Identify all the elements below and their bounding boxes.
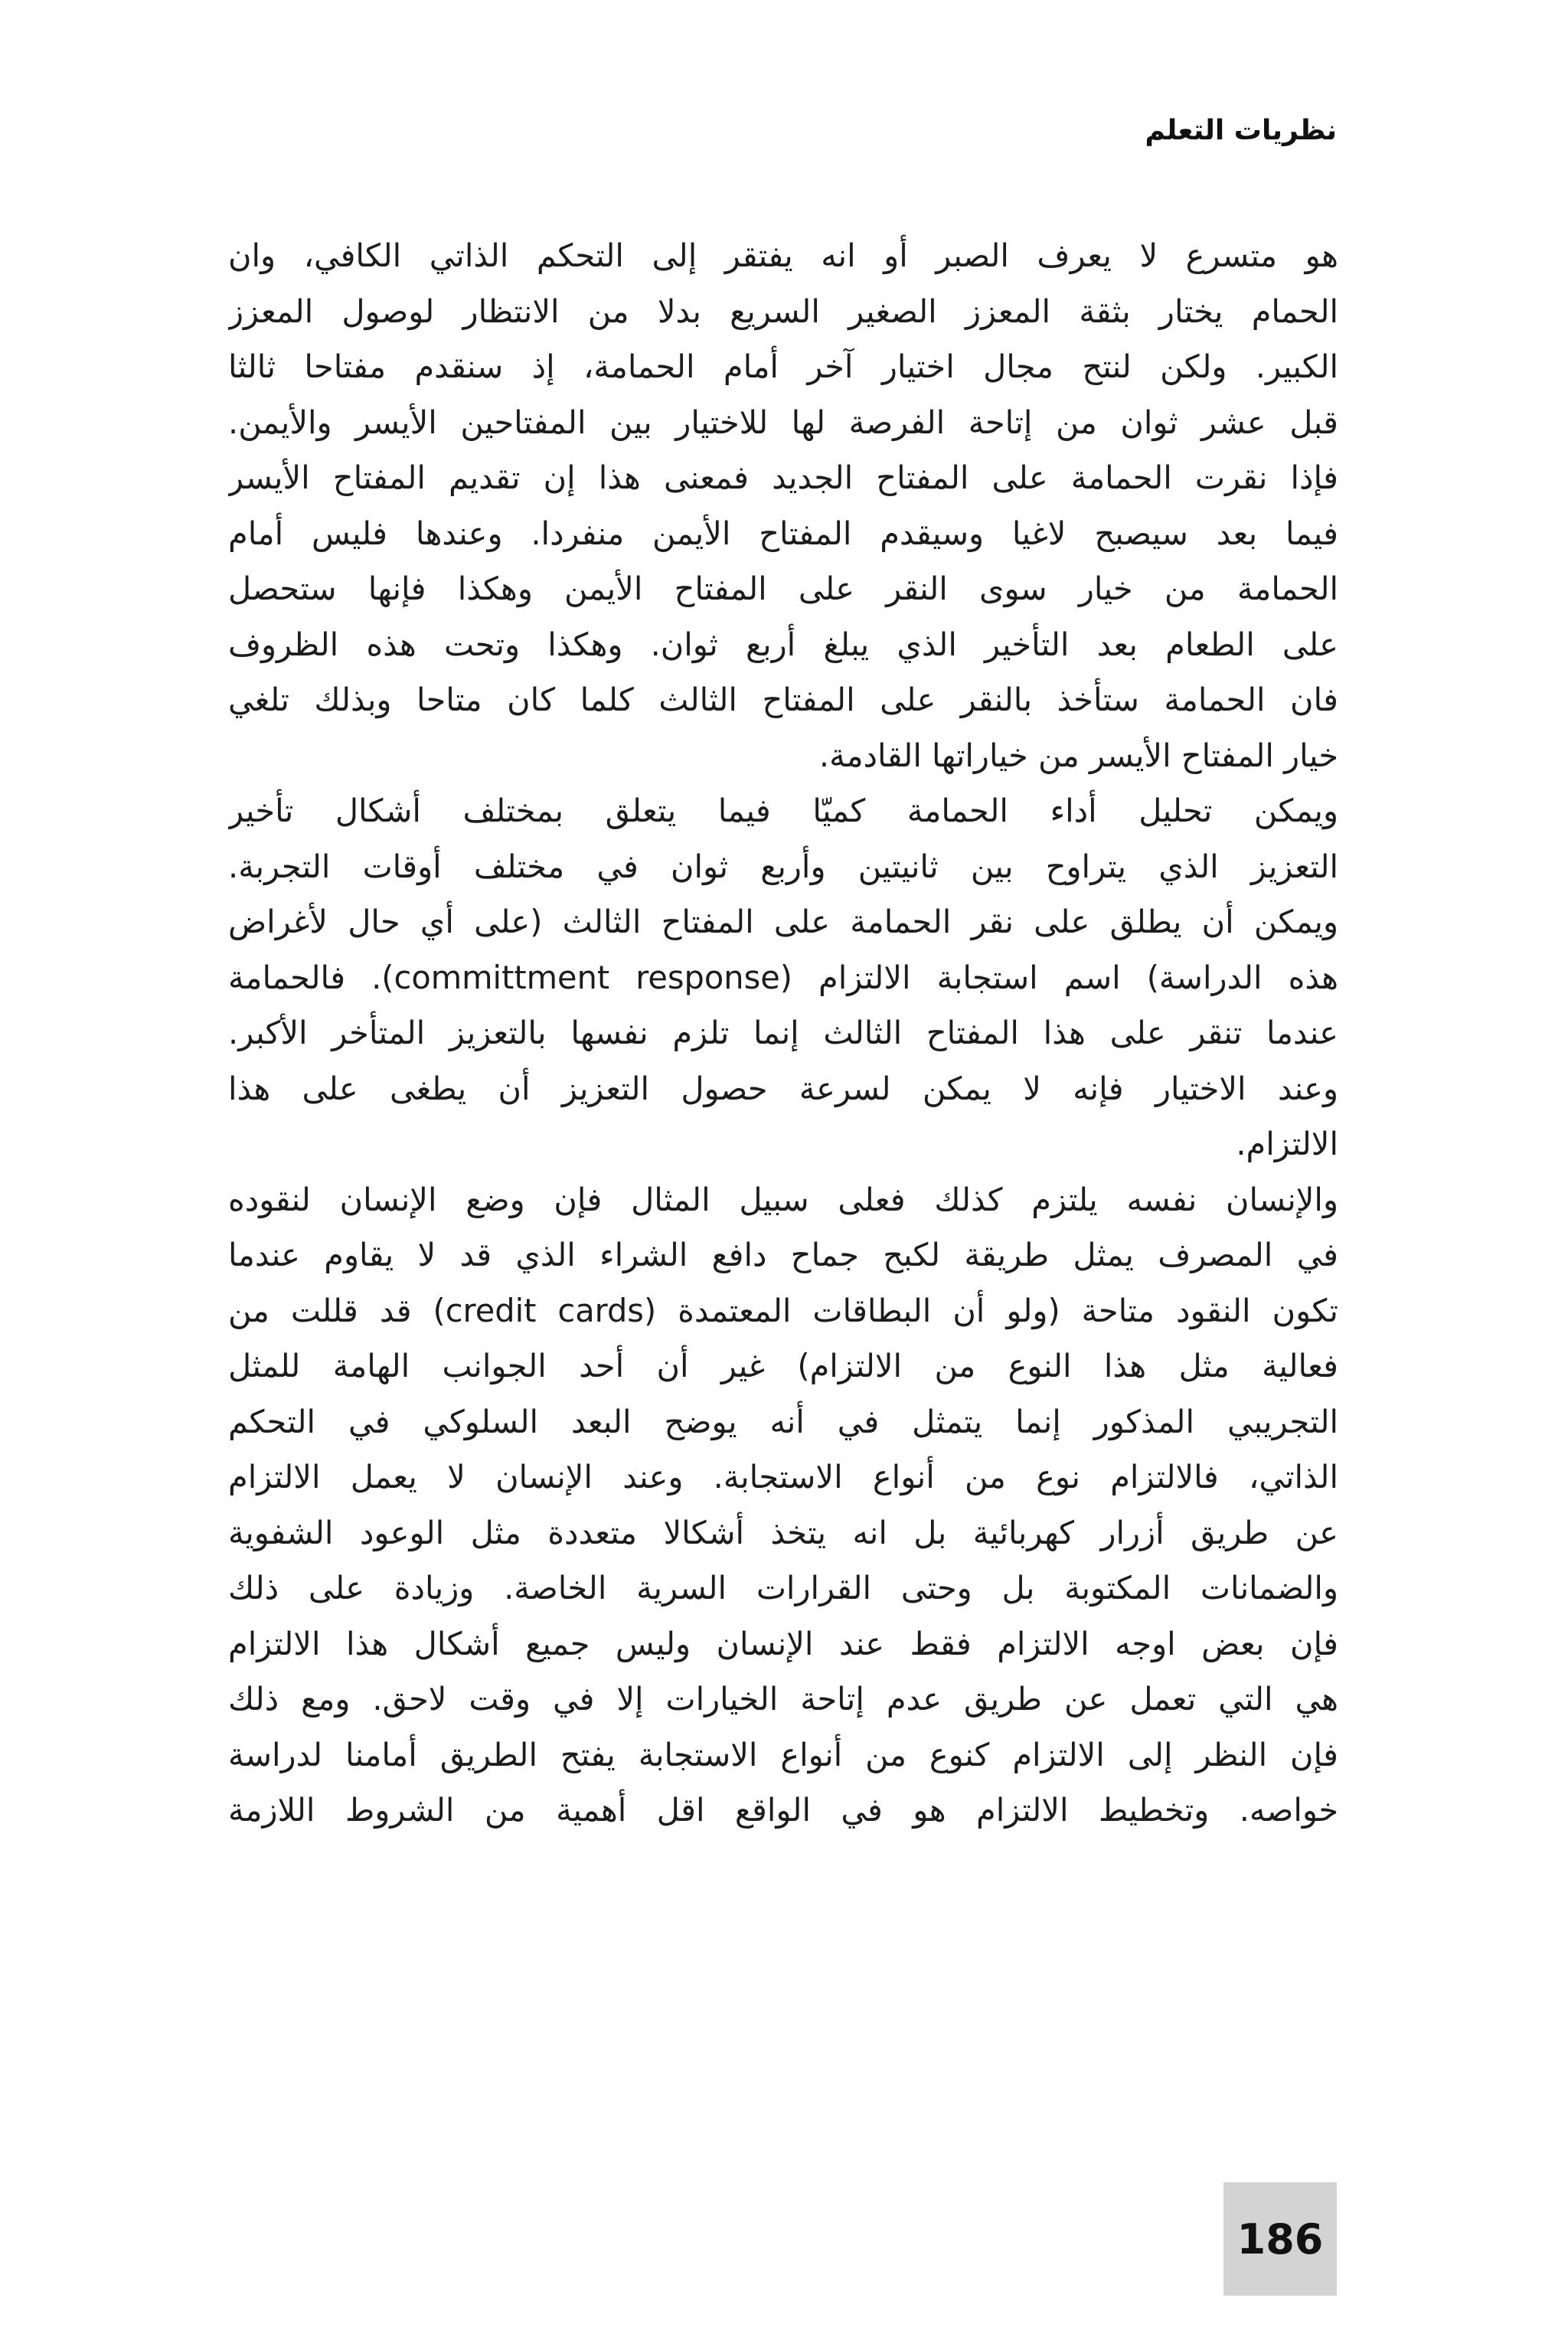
text-line: خيار المفتاح الأيسر من خياراتها القادمة. (818, 736, 1338, 774)
text-line: فعالية مثل هذا النوع من الالتزام) غير أن أحد الجوانب الهامة للمثل (228, 1347, 1338, 1384)
text-line: هي التي تعمل عن طريق عدم إتاحة الخيارات إلا في وقت لاحق. ومع ذلك (228, 1680, 1338, 1718)
text-line: التجريبي المذكور إنما يتمثل في أنه يوضح البعد السلوكي في التحكم (228, 1402, 1338, 1440)
text-line: فان الحمامة ستأخذ بالنقر على المفتاح الثالث كلما كان متاحا وبذلك تلغي (228, 681, 1338, 718)
text-line: وعند الاختيار فإنه لا يمكن لسرعة حصول التعزيز أن يطغى على هذا (228, 1069, 1338, 1107)
text-line: الحمامة من خيار سوى النقر على المفتاح الأيمن وهكذا فإنها ستحصل (228, 570, 1338, 607)
running-header: نظريات التعلم (1145, 115, 1337, 146)
text-line: ويمكن تحليل أداء الحمامة كميّا فيما يتعلق بمختلف أشكال تأخير (228, 792, 1338, 829)
text-line: فإن بعض اوجه الالتزام فقط عند الإنسان وليس جميع أشكال هذا الالتزام (228, 1624, 1338, 1662)
text-line: الالتزام. (1236, 1125, 1338, 1162)
text-line: ويمكن أن يطلق على نقر الحمامة على المفتاح الثالث (على أي حال لأغراض (228, 903, 1338, 940)
page-number-box (1223, 2182, 1337, 2296)
text-line: قبل عشر ثوان من إتاحة الفرصة لها للاختيار بين المفتاحين الأيسر والأيمن. (228, 403, 1338, 441)
text-line: والضمانات المكتوبة بل وحتى القرارات السرية الخاصة. وزيادة على ذلك (228, 1569, 1338, 1606)
page-number: 186 (1236, 2214, 1324, 2263)
text-line: عن طريق أزرار كهربائية بل انه يتخذ أشكالا متعددة مثل الوعود الشفوية (228, 1513, 1338, 1551)
text-line: على الطعام بعد التأخير الذي يبلغ أربع ثوان. وهكذا وتحت هذه الظروف (228, 625, 1338, 663)
text-line: فإن النظر إلى الالتزام كنوع من أنواع الاستجابة يفتح الطريق أمامنا لدراسة (228, 1735, 1338, 1773)
text-line: الحمام يختار بثقة المعزز الصغير السريع بدلا من الانتظار لوصول المعزز (228, 292, 1338, 330)
text-line: التعزيز الذي يتراوح بين ثانيتين وأربع ثوان في مختلف أوقات التجربة. (228, 847, 1338, 885)
text-line: هذه الدراسة) اسم استجابة الالتزام (committment response). فالحمامة (228, 958, 1338, 996)
text-line: هو متسرع لا يعرف الصبر أو انه يفتقر إلى التحكم الذاتي الكافي، وان (228, 237, 1338, 274)
text-line: تكون النقود متاحة (ولو أن البطاقات المعتمدة (credit cards) قد قللت من (228, 1291, 1338, 1329)
text-line: خواصه. وتخطيط الالتزام هو في الواقع اقل أهمية من الشروط اللازمة (228, 1791, 1338, 1829)
text-line: فيما بعد سيصبح لاغيا وسيقدم المفتاح الأيمن منفردا. وعندها فليس أمام (228, 514, 1338, 552)
text-line: والإنسان نفسه يلتزم كذلك فعلى سبيل المثال فإن وضع الإنسان لنقوده (228, 1180, 1338, 1218)
text-line: فإذا نقرت الحمامة على المفتاح الجديد فمعنى هذا إن تقديم المفتاح الأيسر (228, 459, 1338, 496)
body-text (228, 228, 1338, 1838)
text-line: في المصرف يمثل طريقة لكبح جماح دافع الشراء الذي قد لا يقاوم عندما (228, 1236, 1338, 1273)
text-line: عندما تنقر على هذا المفتاح الثالث إنما تلزم نفسها بالتعزيز المتأخر الأكبر. (228, 1014, 1338, 1051)
text-line: الكبير. ولكن لنتح مجال اختيار آخر أمام الحمامة، إذ سنقدم مفتاحا ثالثا (228, 348, 1338, 385)
text-line: الذاتي، فالالتزام نوع من أنواع الاستجابة. وعند الإنسان لا يعمل الالتزام (228, 1458, 1338, 1495)
